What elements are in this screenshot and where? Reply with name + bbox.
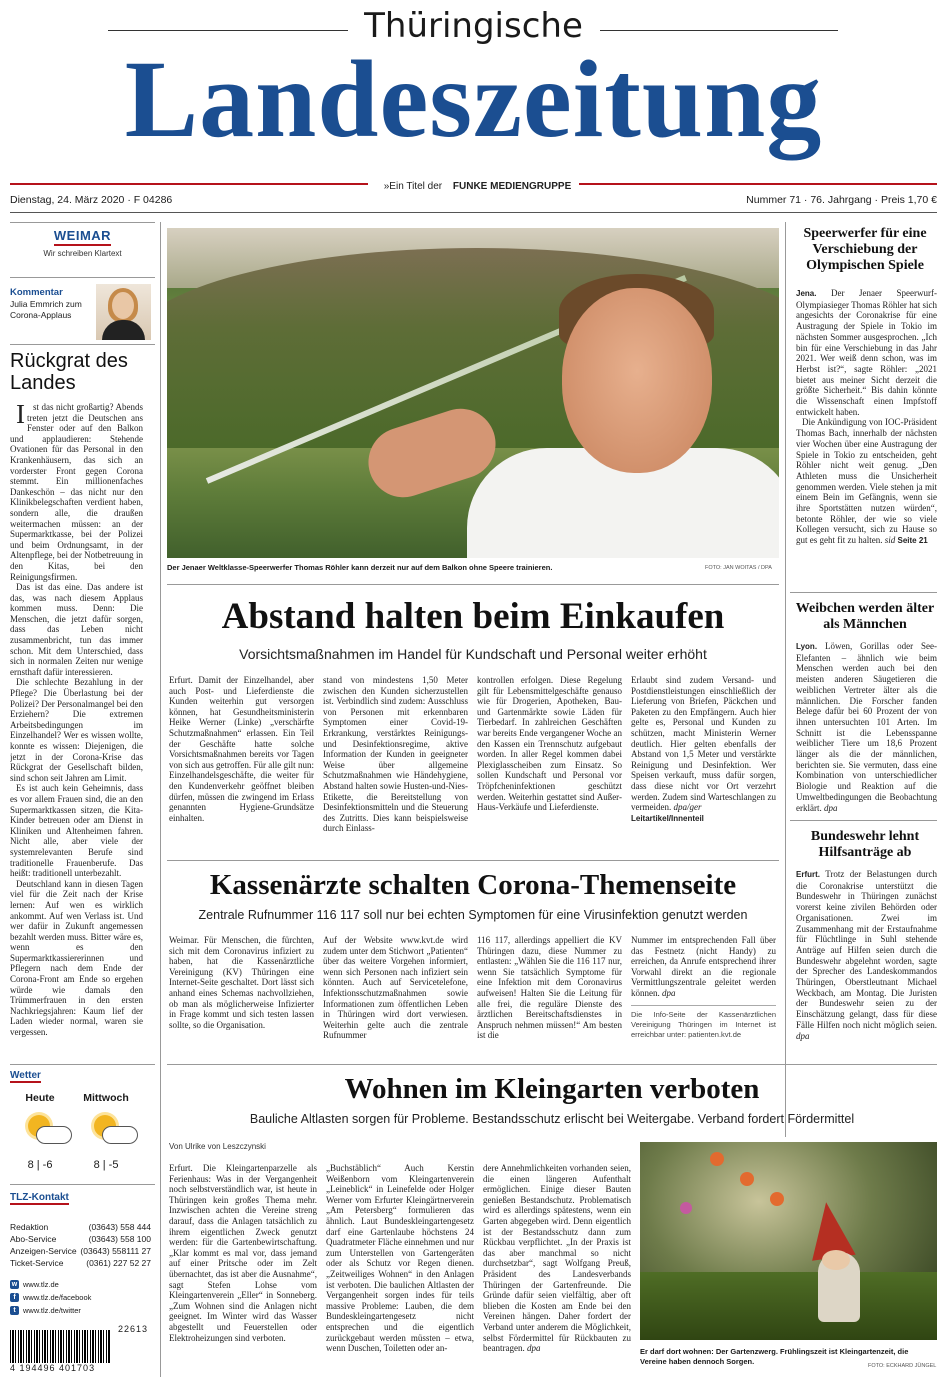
- article-columns: [169, 1163, 631, 1376]
- dateline: Jena.: [796, 289, 817, 298]
- article-byline: Von Ulrike von Leszczynski: [169, 1142, 266, 1151]
- weather-label: Wetter: [10, 1070, 41, 1081]
- article-column: kontrollen erfolgen. Diese Regelung gilt für Lebensmittelgeschäfte genauso wie für Drogerien, Apotheken, Bau- und Gartenmärkte sowie Läden für Tierbedarf. In zahlreichen Geschäften war bereits Ende vergangener Woche an den Kassen ein Trennschutz aufgebaut worden. In aller Regel kommen dabei Plexiglasscheiben zum Einsatz. So sollen Kundschaft und Personal vor Tröpfcheninfektionen geschützt werden. Weiterhin gestattet sind Außer-Haus-Verkäufe und Lieferdienste.: [477, 675, 622, 813]
- left-rule: [10, 344, 155, 345]
- article-rule: [167, 584, 779, 585]
- article-columns: [169, 935, 779, 1055]
- article-subhead: Bauliche Altlasten sorgen für Probleme. Bestandsschutz erlischt bei Weitergabe. Verband fordert Fördermittel: [249, 1112, 855, 1126]
- article-column: 116 117, allerdings appelliert die KV Thüringen dazu, diese Nummer zu entlasten: „Wählen Sie die 116 117 nur, wenn Sie tatsächlich Symptome für eine Infektion mit dem Coronavirus aufweisen! Halten Sie die Leitung für alle frei, die reguläre Dienste des ärztlichen Bereitschaftsdienstes in Anspruch nehmen müssen!“ Am besten ist die: [477, 935, 622, 1041]
- article-column: stand von mindestens 1,50 Meter zwischen den Kunden sicherzustellen ist. Verbindlich sind zudem: Ausschluss von Personen mit erkennbaren Symptomen einer Covid-19-Erkrankung, verstärktes Reinigungs- und Desinfektionsregime, aktive Information der Kunden in geeigneter Weise über allgemeine Schutzmaßnahmen wie Händehygiene, Abstand halten sowie Husten-und-Nies-Etikette, die Bereitstellung von Desinfektionsmitteln und die Steuerung des Zutritts. Dies kann beispielsweise durch Einlass-: [323, 675, 468, 834]
- agency-signature: dpa: [823, 802, 838, 813]
- info-caption: Die Info-Seite der Kassenärztlichen Vereinigung Thüringen im Internet ist erreichbar unter: patienten.kvt.de: [631, 1005, 776, 1040]
- garden-photo-caption: Er darf dort wohnen: Der Gartenzwerg. Frühlingszeit ist Kleingartenzeit, die Vereine haben dennoch Sorgen.: [640, 1347, 909, 1366]
- photo-caption: Der Jenaer Weltklasse-Speerwerfer Thomas Röhler kann derzeit nur auf dem Balkon ohne Speere trainieren.: [167, 563, 553, 572]
- publisher-line: [0, 176, 947, 194]
- article-column: Weimar. Für Menschen, die fürchten, sich mit dem Coronavirus infiziert zu haben, hat die Kassenärztliche Vereinigung (KV) Thüringen eine Internet-Seite geschaltet. Dort lässt sich anhand eines Schemas nachvollziehen, ob man als möglicherweise Infizierter in Frage kommt und sich testen lassen sollte, so die Organisation.: [169, 935, 314, 1030]
- partly-cloudy-icon: [22, 1112, 74, 1150]
- right-story-body: [796, 288, 937, 578]
- article-column: Erfurt. Die Kleingartenparzelle als Ferienhaus: Was in der Vergangenheit noch selbstverständlich war, ist heute in Thüringen kein großes Thema mehr. Inzwischen achten die Vereine streng darauf, dass die Anlagen tatsächlich zu ihrem eigentlichen Zweck genutzt werden: für die Gartenbewirtschaftung. „Klar kommt es mal vor, dass jemand auf einer Pritsche oder im Zelt übernachtet, das ist aber die Ausnahme“, sagt Stefen Lohse vom Kleingartenverein „Eller“ in Sonneberg. „Zum Wohnen sind die Anlagen nicht geeignet. Im Winter wird das Wasser abgestellt und Feuerstellen oder Elektroheizungen sind verboten.: [169, 1163, 317, 1343]
- article-headline: Wohnen im Kleingarten verboten: [344, 1073, 760, 1105]
- article-rule: [167, 860, 779, 861]
- agency-signature: dpa: [526, 1343, 541, 1354]
- kommentar-label: Kommentar: [10, 287, 63, 298]
- author-portrait: [96, 284, 151, 340]
- facebook-link[interactable]: f www.tlz.de/facebook: [10, 1293, 91, 1302]
- weather-temp-today: 8 | -6: [27, 1159, 53, 1171]
- left-rule: [10, 277, 155, 278]
- article-column: Erfurt. Damit der Einzelhandel, aber auch Post- und Lieferdienste die Kunden weiterhin gut versorgen können, hat Gesundheitsministerin Heike Werner (Linke) „verschärfte Schutzmaßnahmen“ erlassen. Ein Teil der Geschäfte hatte solche Vorsichtsmaßnahmen bereits vor Tagen von sich aus getroffen. Für alle gilt nun: Einzelhandelsgeschäfte, die weiter für den Kundenverkehr geöffnet bleiben dürfen, müssen die zwingend im Erlass genannten Hygiene-Grundsätze einhalten.: [169, 675, 314, 823]
- right-rule: [790, 820, 937, 821]
- article-subhead: Vorsichtsmaßnahmen im Handel für Kundschaft und Personal weiter erhöht: [239, 646, 707, 662]
- contact-row: Redaktion (03643) 558 444: [10, 1222, 151, 1232]
- weather-temp-wednesday: 8 | -5: [93, 1159, 119, 1171]
- agency-signature: sid: [884, 535, 896, 546]
- left-rule: [10, 1064, 155, 1065]
- article-subhead: Zentrale Rufnummer 116 117 soll nur bei echten Symptomen für eine Virusinfektion genutzt werden: [198, 908, 748, 922]
- header-rule: [10, 212, 937, 213]
- publisher-name: FUNKE MEDIENGRUPPE: [452, 181, 572, 192]
- article-headline: Kassenärzte schalten Corona-Themenseite: [209, 869, 737, 901]
- story-text: Löwen, Gorillas oder See-Elefanten – ähnlich wie beim Menschen werden auch bei den meisten anderen Säugetieren die weiblichen Vertreter älter als die männlichen. Die Forscher fanden Belege dafür bei 60 Prozent der von ihnen untersuchten 101 Arten. Im Schnitt ist die Lebensspanne weiblicher Tiere um 18,6 Prozent länger als die der männlichen, berichten sie. Sie vermuten, dass eine Kombination von unterschiedlicher Biologie und Reaktion auf die Umweltbedingungen die Beobachtung erklärt.: [796, 641, 937, 813]
- dateline: Lyon.: [796, 642, 818, 651]
- barcode-code: 22613: [118, 1324, 149, 1334]
- story-text: Trotz der Belastungen durch die Coronakrise unterstützt die Bundeswehr in Thüringen zunächst vorerst keine zivilen Behörden oder Organisationen. Zwei im Zusammenhang mit der Erstaufnahme für Flüchtlinge in Suhl stehende Anträge auf Hilfen seien durch die Bundeswehr abgelehnt worden, sagte der Sprecher des Landeskommandos Thüringen, Oberstleutnant Michael Weckbach, am Montag. Die Juristen der Bundeswehr seien zu der Einschätzung gelangt, dass für diese Fälle Hilfen noch nicht möglich seien.: [796, 869, 937, 1030]
- twitter-link[interactable]: t www.tlz.de/twitter: [10, 1306, 81, 1315]
- story-text: Die Ankündigung von IOC-Präsident Thomas Bach, innerhalb der nächsten vier Wochen über eine Austragung der Spiele in Tokio zu entscheiden, geht Röhler nicht weit genug. „Den Athleten muss die Unsicherheit genommen werden. Viele stehen ja mit einem Bein im Gefängnis, wenn sie ihre Sportstätten nutzen würden“, betonte Röhler, der wie so viele Kollegen versucht, sich zu Hause so gut es geht fit zu halten.: [796, 417, 937, 546]
- issue-date: Dienstag, 24. März 2020 · F 04286: [10, 194, 173, 206]
- kommentar-paragraph: Das ist das eine. Das andere ist das, was nach diesem Applaus kommen muss. Denn: Die Menschen, die jetzt dafür sorgen, dass das Leben nicht zusammenbricht, tun das immer schon. Mit dem Unterschied, dass sich in normalen Zeiten nur wenige ernsthaft dafür interessieren.: [10, 582, 143, 677]
- article-rule: [167, 1064, 937, 1065]
- kommentar-headline: Rückgrat des Landes: [10, 350, 128, 394]
- contact-row: Anzeigen-Service (03643) 558111 27: [10, 1246, 151, 1256]
- contact-row: Abo-Service (03643) 558 100: [10, 1234, 151, 1244]
- article-column: Erlaubt sind zudem Versand- und Postdienstleistungen einschließlich der Lieferung von Briefen, Päckchen und Paketen zu den Empfängern. Auch hier gelte es, Personal und Kunden zu schützen, macht Ministerin Werner deutlich. Hier gelten ebenfalls der Abstand von 1,5 Meter und verstärkte Reinigung und Desinfektion. Wer Speisen verkauft, muss dafür sorgen, dass diese nicht vor Ort verzehrt werden. Zudem sind Warteschlangen zu vermeiden. dpa/ger Leitartikel/Innenteil: [631, 675, 776, 823]
- contact-row: Ticket-Service (0361) 227 52 27: [10, 1258, 151, 1268]
- barcode-number: 4 194496 401703: [10, 1363, 112, 1373]
- right-story-body: [796, 641, 937, 813]
- contact-label: TLZ-Kontakt: [10, 1192, 69, 1203]
- local-slogan: Wir schreiben Klartext: [43, 249, 122, 258]
- website-link[interactable]: w www.tlz.de: [11, 1280, 59, 1289]
- page-reference[interactable]: Leitartikel/Innenteil: [631, 813, 704, 823]
- left-rule: [10, 1184, 155, 1185]
- article-columns: [169, 675, 779, 847]
- twitter-icon: t: [10, 1306, 19, 1315]
- kommentar-paragraph: Ist das nicht großartig? Abends treten jetzt die Deutschen ans Fenster oder auf den Balkon und applaudieren: Stehende Ovationen für das Personal in den Krankenhäusern, das sich an vorderster Front gegen Corona stemmt. Ein millionenfaches Dankeschön – das nicht nur den Klinikbelegschaften verdient haben, sondern alle, die draußen weitermachen müssen: an der Supermarktkasse, bei der Polizei und beim Ordnungsamt, in der Altenpflege, bei der Notbetreuung in den Kitas, bei den Reinigungsfirmen.: [10, 402, 143, 582]
- article-column: dere Annehmlichkeiten vorhanden seien, die einen längeren Aufenthalt ermöglichen. Einige dieser Bauten genießen Bestandschutz. Problematisch wird es allerdings spätestens, wenn ein Garten abgegeben wird. Denn eigentlich ist der Bestandsschutz dann zum Rückbau verpflichtet. „In der Praxis ist das aber manchmal so nicht durchsetzbar“, sagt Wolfgang Preuß, Präsident des Landesverbands Thüringen der Gartenfreunde. Die Gründe dafür seien vielfältig, aber oft blieben die Kosten am Ende bei den Vereinen hängen. Daher fordert der Verband unter anderem die Möglichkeit, selbst Fördermittel für Rückbauten zu beantragen. dpa: [483, 1163, 631, 1354]
- column-separator: [160, 222, 161, 1377]
- issue-number-price: Nummer 71 · 76. Jahrgang · Preis 1,70 €: [746, 194, 937, 206]
- article-column: Auf der Website www.kvt.de wird zudem unter dem Stichwort „Patienten“ über das weitere Vorgehen informiert, wenn sich Personen nach infiziert sein könnten. Auch auf Servicetelefone, Infektionsschutzmaßnahmen sowie Informationen zum öffentlichen Leben in Thüringen wird dort verwiesen. Weiterhin gelte auch die zentrale Rufnummer: [323, 935, 468, 1041]
- javelin-athlete-photo: [167, 228, 779, 558]
- partly-cloudy-icon: [88, 1112, 140, 1150]
- article-column: „Buchstäblich“ Auch Kerstin Weißenborn vom Kleingartenverein „Leineblick“ in Leinefelde oder Holger Werner vom Erfurter Kleingärtnerverein „Am Petersberg“ formulieren das ähnlich. Laut Bundeskleingartengesetz darf eine Gartenlaube höchstens 24 Quadratmeter Fläche einnehmen und nur zum Unterstellen von Gartengeräten oder als Schutz vor Regen dienen. „Zeitweiliges Wohnen“ in den Anlagen ist verboten. Die baulichen Altlasten der Vergangenheit sorgen indes für teils massive Probleme: Lauben, die dem Bundeskleingartengesetz nicht entsprechen und die eigentlich zurückgebaut werden müssten – etwa, wenn Duschen, Toiletten oder an-: [326, 1163, 474, 1354]
- kommentar-paragraph: Es ist auch kein Geheimnis, dass es vor allem Frauen sind, die an den Supermarktkassen sitzen, die Kita-Kinder betreuen oder am Dienst in Kliniken und Altenheimen fahren. Nicht alle, aber viele der systemrelevanten Berufe sind traditionelle Frauenberufe. Das heißt: traditionell unterbezahlt.: [10, 783, 143, 879]
- agency-signature: dpa: [662, 987, 676, 998]
- story-text: Der Jenaer Speerwurf-Olympiasieger Thomas Röhler hat sich angesichts der Coronakrise für eine Austragung der Spiele in Tokio im nächsten Sommer ausgesprochen. „Ich bin für eine Verschiebung in das Jahr 2021. Wer weiß denn schon, was im Herbst ist?“, sagte Röhler: „2021 bietet aus meiner Sicht derzeit die größte Sicherheit.“ Bis dahin könnte die Wissenschaft einen Impfstoff entwickelt haben.: [796, 288, 937, 417]
- dateline: Erfurt.: [796, 870, 820, 879]
- right-story-headline: Bundeswehr lehnt Hilfsanträge ab: [810, 829, 920, 860]
- weather-day-today: Heute: [25, 1092, 55, 1104]
- kommentar-body: [10, 402, 143, 1062]
- column-separator: [785, 222, 786, 1137]
- page-reference[interactable]: Seite 21: [897, 536, 928, 546]
- left-column: [10, 222, 155, 1377]
- garden-photo-credit: FOTO: ECKHARD JÜNGEL: [868, 1363, 937, 1369]
- agency-signature: dpa: [796, 1030, 810, 1041]
- kommentar-paragraph: Die schlechte Bezahlung in der Pflege? Die Überlastung bei der Polizei? Der Personalmangel bei den Erziehern? Die extremen Arbeitsbedingungen im Einzelhandel? Wer es wissen wollte, konnte es wissen: Diejenigen, die jetzt in der Corona-Krise das Rückgrat der Gesellschaft bilden, sind schon seit Jahren am Limit.: [10, 677, 143, 783]
- masthead-top: Thüringische: [364, 6, 583, 46]
- photo-credit: FOTO: JAN WOITAS / DPA: [705, 565, 772, 571]
- facebook-icon: f: [10, 1293, 19, 1302]
- masthead-title: Landeszeitung: [124, 38, 823, 160]
- weather-day-wednesday: Mittwoch: [83, 1092, 129, 1104]
- right-story-body: [796, 869, 937, 1053]
- kommentar-author: Julia Emmrich zum Corona-Applaus: [10, 299, 82, 320]
- article-headline: Abstand halten beim Einkaufen: [221, 596, 725, 637]
- right-rule: [790, 592, 937, 593]
- local-edition-name: WEIMAR: [10, 228, 155, 243]
- left-rule: [10, 222, 155, 223]
- article-column: Nummer im entsprechenden Fall über das Festnetz (nicht Handy) zu erreichen, da Anrufe entsprechend ihrer Vorwahl direkt an die regionale Vermittlungszentrale geleitet werden können. dpa Die Info-Seite der Kassenärztlichen Vereinigung Thüringen im Internet ist erreichbar unter: patienten.kvt.de: [631, 935, 776, 1039]
- publisher-prefix: »Ein Titel der: [376, 181, 453, 192]
- garden-gnome-photo: [640, 1142, 937, 1340]
- agency-signature: dpa/ger: [673, 802, 702, 813]
- right-story-headline: Weibchen werden älter als Männchen: [795, 601, 935, 632]
- kommentar-paragraph: Deutschland kann in diesen Tagen viel für die Zeit nach der Krise lernen: Auf wen es wirklich ankommt. Auf wen Verlass ist. Und wer dafür in Zukunft angemessen bezahlt werden muss. Bitter wäre es, wenn es den Supermarktkassiererinnen und Pflegern nach dem Ende der Corona-Front am Ende so ergehen würde wie damals den Trümmerfrauen in den ersten Nachkriegsjahren: Kaum lief der Laden wieder normal, waren sie vergessen.: [10, 878, 143, 1038]
- globe-icon: w: [11, 1281, 18, 1288]
- right-story-headline: Speerwerfer für eine Verschiebung der Olympischen Spiele: [803, 226, 927, 273]
